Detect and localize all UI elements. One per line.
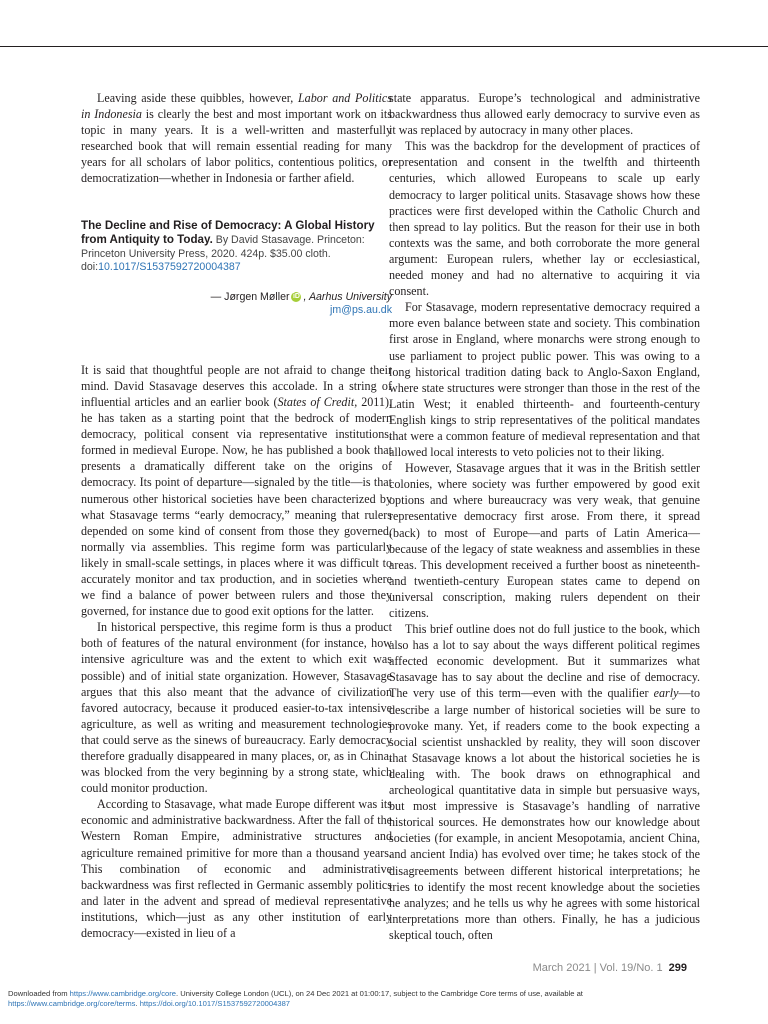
reviewer-block: [81, 291, 392, 318]
body-paragraph-7: However, Stasavage argues that it was in the British settler colonies, where society was further empowered by good exit options and where bureaucracy was very weak, that genuine representative democracy first arose. From there, it spread (back) to most of Europe—and parts of Latin America—because of the legacy of state weakness and assemblies in these areas. This development received a further boost as nineteenth- and twentieth-century European states came to depend on universal conscription, making rulers dependent on their citizens.: [389, 461, 700, 620]
reviewer-email[interactable]: jm@ps.au.dk: [330, 304, 392, 317]
reviewer-name: — Jørgen Møller: [210, 290, 290, 303]
p1-italic: States of Credit: [277, 394, 355, 409]
core-link[interactable]: https://www.cambridge.org/core: [69, 989, 176, 998]
download-dot: .: [135, 999, 138, 1008]
intro-text-b: is clearly the best and most important work on its topic in many years. It is a well-written and masterfully researched book that will remain essential reading for many years for all scholars of labor politics, contentious politics, or democratization—whether in Indonesia or farther afield.: [81, 107, 392, 186]
doi-link[interactable]: 10.1017/S1537592720004387: [98, 261, 241, 274]
page-footer: [500, 962, 687, 974]
p1-text-a: It is said that thoughtful people are not afraid to change their mind. David Stasavage deserves this accolade. In a string of influential articles and an earlier book (: [81, 362, 392, 409]
download-note: [8, 989, 758, 1009]
p1-text-b: , 2011), he has taken as a starting point that the bedrock of modern democracy, political consent via representative institutions, formed in medieval Europe. Now, he has published a book that presents a dramatically different take on the origins of democracy. Its point of departure—signaled by the title—is that numerous other historical societies have been characterized by what Stasavage terms “early democracy,” meaning that rulers depended on some kind of consent from those they governed, normally via assemblies. This regime form was particularly likely in small-scale settings, in places where it was difficult to accurately monitor and tax production, and in societies where we find a balance of power between rulers and those they governed, for instance due to good exit options for the latter.: [81, 394, 392, 619]
left-column: [81, 90, 392, 941]
review-book-title: The Decline and Rise of Democracy: A Global History from Antiquity to Today.: [81, 218, 375, 247]
terms-link[interactable]: https://www.cambridge.org/core/terms: [8, 999, 136, 1008]
body-paragraph-6: For Stasavage, modern representative democracy required a more even balance between state and society. This combination first arose in England, where monarchs were strong enough to use parliament to project public power. This was owing to a long historical tradition dating back to Anglo-Saxon England, where state structures were stronger than those in the rest of the Latin West; it enabled thirteenth- and fourteenth-century English kings to strip representatives of the political mandates that were a common feature of medieval representation and that allowed local interests to veto policies not to their liking.: [389, 300, 700, 460]
top-rule: [0, 46, 768, 47]
download-middle: . University College London (UCL), on 24 Dec 2021 at 01:00:17, subject to the Cambridge Core terms of use, available at: [176, 989, 583, 998]
orcid-icon[interactable]: iD: [292, 293, 300, 301]
doi-prefix: doi:: [81, 261, 99, 274]
body-paragraph-3: According to Stasavage, what made Europe different was its economic and administrative backwardness. After the fall of the Western Roman Empire, administrative structures and agriculture remained primitive for more than a thousand years. This combination of economic and administrative backwardness was first reflected in Germanic assembly politics and later in the advent and spread of medieval representative institutions, which—just as any other institution of early democracy—existed in lieu of a: [81, 797, 392, 941]
reviewer-affiliation: , Aarhus University: [303, 290, 392, 303]
body-paragraph-5: This was the backdrop for the development of practices of representation and consent in the twelfth and thirteenth centuries, which allowed Europeans to scale up early democracy to larger political units. Stasavage shows how these practices were first developed within the Catholic Church and then spread to lay politics. But the reason for their use in both contexts was the same, and both corroborate the more general argument: European rulers, whether lay or ecclesiastical, needed money and had no alternative to acquiring it via consent.: [389, 139, 700, 299]
issue-label: March 2021 | Vol. 19/No. 1: [532, 962, 663, 974]
body-paragraph-2: In historical perspective, this regime form is thus a product both of features of the natural environment (for instance, how intensive agriculture was and the extent to which exit was possible) and of initial state organization. However, Stasavage argues that this also meant that the advance of civilization favored autocracy, because it produced easier-to-tax intensive agriculture, as well as writing and measurement technologies that could serve as the sinews of bureaucracy. Early democracy therefore gradually disappeared in many places, or, as in China, was blocked from the very beginning by a strong state, which could monitor production.: [81, 620, 392, 796]
intro-text-a: Leaving aside these quibbles, however,: [97, 91, 298, 105]
p8-italic: early: [653, 686, 679, 701]
doi-url-link[interactable]: https://doi.org/10.1017/S1537592720004387: [139, 999, 291, 1008]
p8-text-a: This brief outline does not do full justice to the book, which also has a lot to say about the ways different political regimes affected economic development. But it summarizes what Stasavage has to say about the decline and rise of democracy. The very use of this term—even with the qualifier: [389, 622, 700, 701]
download-prefix: Downloaded from: [8, 989, 70, 998]
body-paragraph-8: [389, 621, 700, 943]
body-paragraph-1: [81, 362, 392, 620]
review-heading: [81, 219, 392, 275]
p8-text-b: —to describe a large number of historical societies will be sure to provoke many. Yet, if readers come to the book expecting a social scientist unshackled by reality, they will soon discover that Stasavage knows a lot about the historical societies he is dealing with. The book draws on ethnographical and archeological quantitative data in simple but persuasive ways, but most impressive is Stasavage’s handling of narrative historical sources. He demonstrates how our knowledge about societies (for example, in ancient Mesopotamia, ancient China, and ancient India) has evolved over time; he takes stock of the disagreements between different historical interpretations; he tries to identify the most recent knowledge about the societies he analyzes; and he tells us why he agrees with some historical interpretations more than others. Finally, he has a judicious skeptical touch, often: [389, 686, 700, 942]
page-number: 299: [668, 962, 687, 974]
body-paragraph-4: state apparatus. Europe’s technological and administrative backwardness thus allowed early democracy to survive even as it was replaced by autocracy in many other places.: [389, 91, 700, 138]
intro-paragraph: [81, 90, 392, 187]
right-column: [389, 90, 700, 943]
review-book-meta: By David Stasavage. Princeton: Princeton University Press, 2020. 424p. $35.00 cloth.: [81, 234, 365, 260]
intro-book-title: Labor and Politics in Indonesia: [81, 91, 392, 122]
